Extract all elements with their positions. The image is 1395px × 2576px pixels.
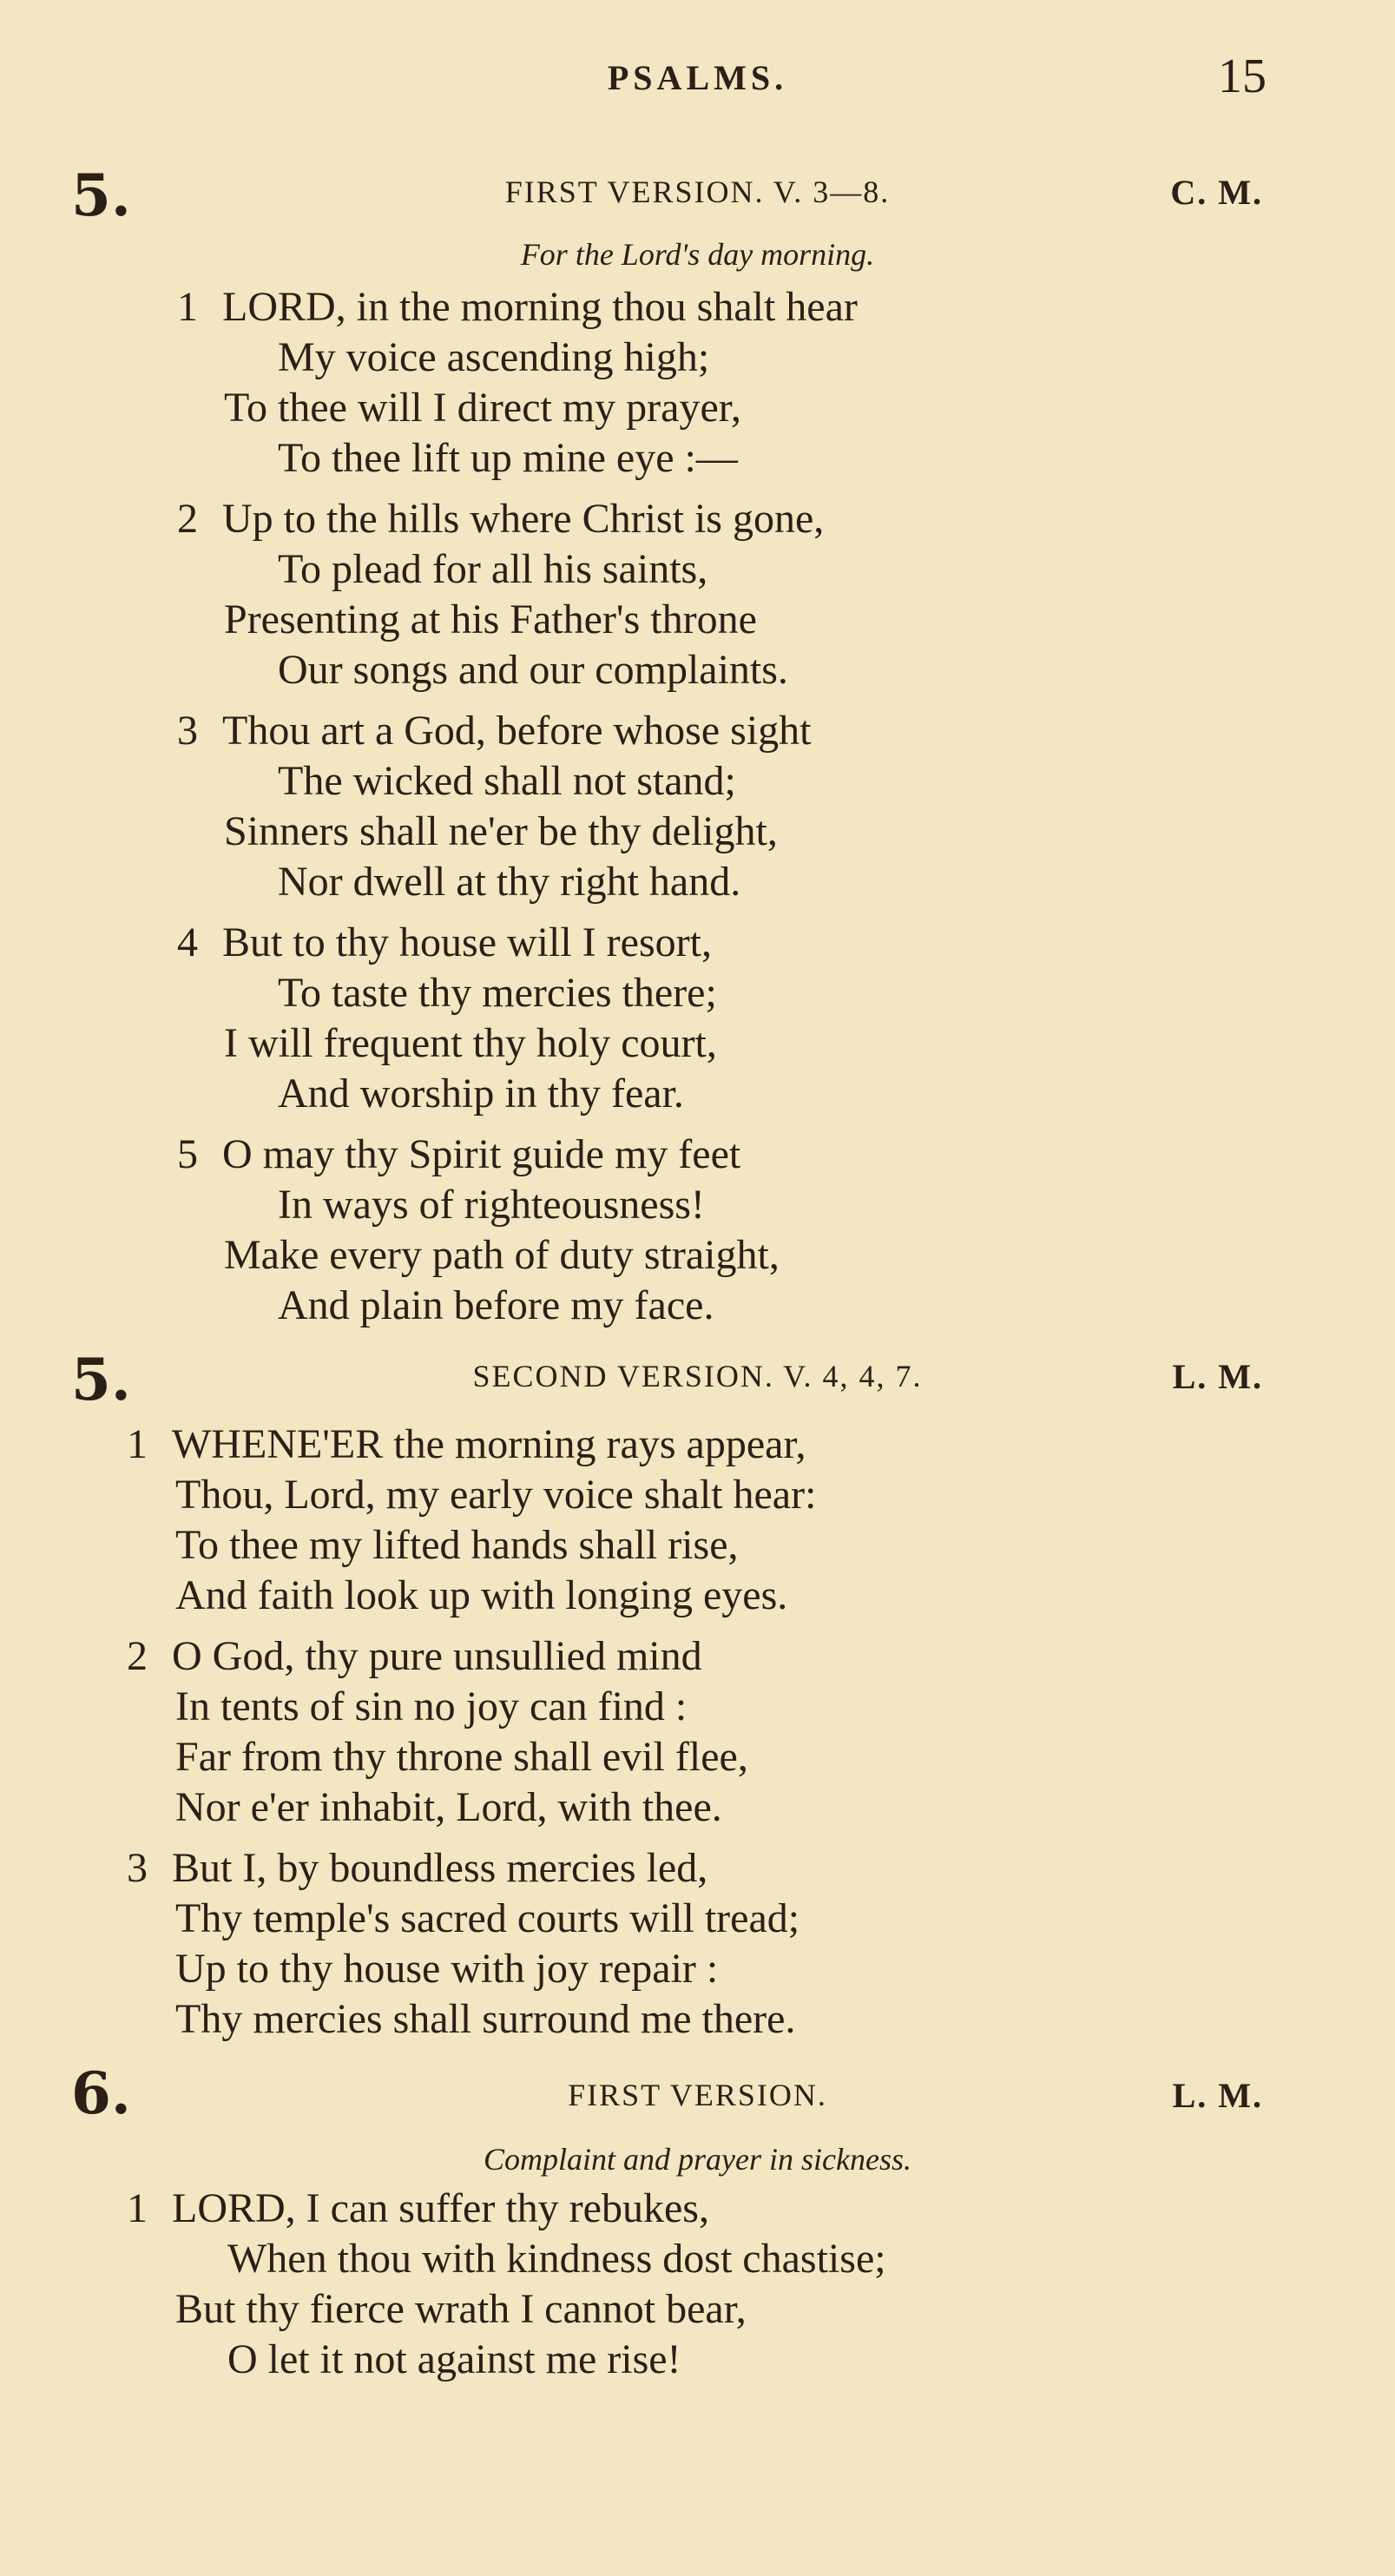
verse-line-text: But I, by boundless mercies led, (172, 1845, 708, 1891)
verse-number: 1 (177, 284, 198, 330)
verse-number: 1 (127, 2185, 148, 2231)
verse-line-text: Thou art a God, before whose sight (222, 708, 812, 754)
verse-line (177, 494, 824, 544)
verse-line: In tents of sin no joy can find : (175, 1683, 688, 1729)
verse-number: 5 (177, 1131, 198, 1177)
verse-line-text: O God, thy pure unsullied mind (172, 1633, 702, 1679)
verse-line: In ways of righteousness! (278, 1182, 705, 1228)
verse-number: 2 (177, 496, 198, 542)
verse-line: Up to thy house with joy repair : (175, 1946, 719, 1992)
verse-line: To plead for all his saints, (278, 546, 708, 592)
meter-label: L. M. (1172, 2076, 1263, 2115)
verse-line: To taste thy mercies there; (278, 970, 717, 1016)
verse-line: Sinners shall ne'er be thy delight, (224, 808, 778, 854)
verse-line (127, 1631, 702, 1682)
verse-line: To thee will I direct my prayer, (224, 385, 741, 431)
verse-line: Far from thy throne shall evil flee, (175, 1734, 748, 1780)
verse-line: To thee lift up mine eye :— (278, 435, 738, 481)
verse-number: 3 (127, 1845, 148, 1891)
verse-number: 2 (127, 1633, 148, 1679)
verse-line (177, 282, 858, 333)
verse-line (127, 2184, 709, 2234)
verse-line: And worship in thy fear. (278, 1071, 684, 1117)
verse-line: When thou with kindness dost chastise; (227, 2236, 886, 2282)
meter-label: L. M. (1172, 1357, 1263, 1396)
version-title: FIRST VERSION. (568, 2078, 827, 2112)
occasion-subtitle: For the Lord's day morning. (520, 237, 875, 272)
verse-line: Thy mercies shall surround me there. (175, 1996, 796, 2042)
verse-line (177, 1130, 740, 1180)
verse-line-text: But to thy house will I resort, (222, 919, 712, 965)
verse-number: 1 (127, 1421, 148, 1467)
verse-line-text: LORD, I can suffer thy rebukes, (172, 2185, 709, 2231)
verse-line: Make every path of duty straight, (224, 1232, 780, 1278)
verse-line-text: LORD, in the morning thou shalt hear (222, 284, 858, 330)
verse-line (127, 1843, 707, 1894)
running-title: PSALMS. (607, 58, 788, 97)
verse-line: But thy fierce wrath I cannot bear, (175, 2286, 747, 2332)
verse-line: The wicked shall not stand; (278, 758, 736, 804)
psalm-number: 5. (71, 1346, 131, 1413)
meter-label: C. M. (1170, 173, 1263, 212)
psalm-number: 5. (71, 161, 131, 229)
verse-line: I will frequent thy holy court, (224, 1020, 717, 1066)
verse-line-text: O may thy Spirit guide my feet (222, 1131, 741, 1177)
occasion-subtitle: Complaint and prayer in sickness. (484, 2142, 911, 2177)
verse-line: To thee my lifted hands shall rise, (175, 1522, 739, 1568)
verse-line: Thou, Lord, my early voice shalt hear: (175, 1472, 817, 1518)
verse-line: Nor e'er inhabit, Lord, with thee. (175, 1784, 722, 1830)
verse-line: My voice ascending high; (278, 334, 710, 380)
verse-line: Presenting at his Father's throne (224, 596, 757, 642)
verse-line: O let it not against me rise! (227, 2336, 681, 2382)
psalm-number: 6. (71, 2059, 131, 2127)
verse-line: Thy temple's sacred courts will tread; (175, 1895, 800, 1941)
verse-line: Nor dwell at thy right hand. (278, 859, 741, 905)
verse-line (127, 1420, 806, 1470)
verse-line: Our songs and our complaints. (278, 647, 788, 693)
version-title: SECOND VERSION. V. 4, 4, 7. (472, 1359, 923, 1393)
verse-line (177, 918, 712, 968)
verse-line-text: WHENE'ER the morning rays appear, (172, 1421, 806, 1467)
verse-number: 3 (177, 708, 198, 754)
verse-line: And faith look up with longing eyes. (175, 1572, 788, 1618)
version-title: FIRST VERSION. V. 3—8. (504, 175, 891, 209)
verse-line (177, 706, 812, 756)
page-number: 15 (1218, 49, 1267, 103)
verse-line: And plain before my face. (278, 1282, 714, 1328)
verse-line-text: Up to the hills where Christ is gone, (222, 496, 825, 542)
verse-number: 4 (177, 919, 198, 965)
